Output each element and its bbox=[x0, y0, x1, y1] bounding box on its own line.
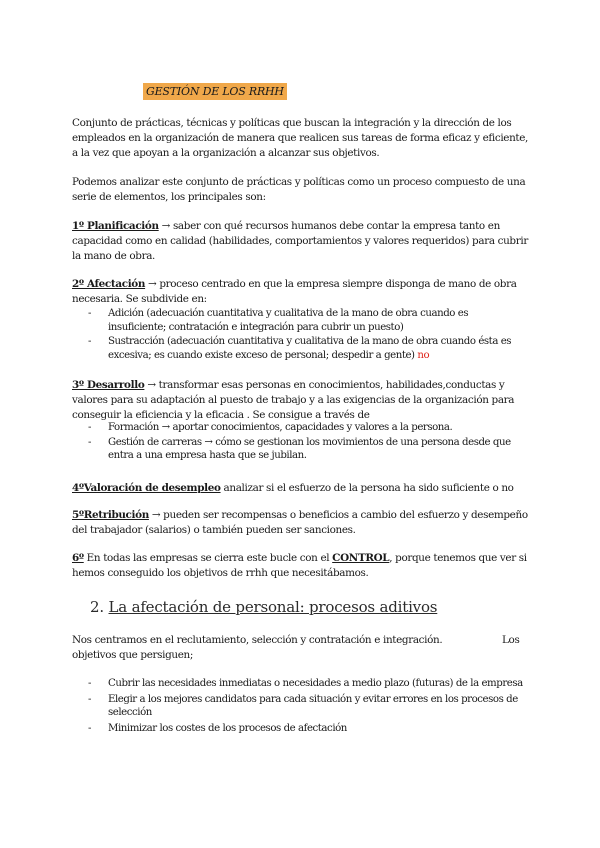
list-item: - Sustracción (adecuación cuantitativa y cualitativa de la mano de obra cuando ésta es excesiva; es cuando existe exceso de personal; despedir a gente) no bbox=[88, 336, 512, 361]
section-2-intro: Nos centramos en el reclutamiento, selección y contratación e integración. bbox=[72, 634, 443, 646]
desarrollo-label: 3º Desarrollo bbox=[72, 379, 145, 391]
valoracion-text: analizar si el esfuerzo de la persona ha sido suficiente o no bbox=[220, 482, 514, 494]
control-word: CONTROL bbox=[332, 552, 390, 564]
control-text-a: En todas las empresas se cierra este bucle con el bbox=[83, 552, 333, 564]
section-2-title: La afectación de personal: procesos aditivos bbox=[108, 598, 438, 616]
planificacion-text: → saber con qué recursos humanos debe contar la empresa tanto en capacidad como en calidad (habilidades, comportamientos y valores requeridos) para cubrir la mano de obra. bbox=[72, 220, 528, 262]
section-control bbox=[72, 551, 532, 581]
analysis-paragraph: Podemos analizar este conjunto de prácticas y políticas como un proceso compuesto de una serie de elementos, los principales son: bbox=[72, 176, 526, 203]
afectacion-list bbox=[88, 307, 528, 362]
list-item: - Elegir a los mejores candidatos para cada situación y evitar errores en los procesos de selección bbox=[88, 693, 518, 719]
list-item: - Formación → aportar conocimientos, capacidades y valores a la persona. bbox=[88, 422, 453, 433]
list-item: - Cubrir las necesidades inmediatas o necesidades a medio plazo (futuras) de la empresa bbox=[88, 678, 523, 689]
list-item-text: Minimizar los costes de los procesos de afectación bbox=[108, 722, 347, 734]
retribucion-label: 5ºRetribución bbox=[72, 509, 149, 521]
desarrollo-text: → transformar esas personas en conocimientos, habilidades,conductas y valores para su adaptación al puesto de trabajo y a las exigencias de la organización para conseguir la eficiencia y la eficacia . Se consigue a través de bbox=[72, 379, 515, 421]
section-2-intro-cont: objetivos que persiguen; bbox=[72, 649, 194, 661]
afectacion-label: 2º Afectación bbox=[72, 278, 146, 290]
valoracion-label: 4ºValoración de desempleo bbox=[72, 482, 221, 494]
planificacion-label: 1º Planificación bbox=[72, 220, 159, 232]
section-afectacion bbox=[72, 277, 532, 307]
page-title: GESTIÓN DE LOS RRHH bbox=[143, 83, 287, 100]
list-item: - Gestión de carreras → cómo se gestionan los movimientos de una persona desde que entra a una empresa hasta que se jubilan. bbox=[88, 436, 511, 462]
section-planificacion bbox=[72, 219, 532, 264]
list-item-text: Adición (adecuación cuantitativa y cualitativa de la mano de obra cuando es insuficiente; contratación e integración para cubrir un puesto) bbox=[108, 308, 469, 333]
section-desarrollo bbox=[72, 378, 532, 423]
list-item-text: Formación → aportar conocimientos, capacidades y valores a la persona. bbox=[108, 422, 453, 433]
list-item-text: Elegir a los mejores candidatos para cada situación y evitar errores en los procesos de selección bbox=[108, 693, 518, 719]
desarrollo-list bbox=[88, 421, 528, 463]
list-item-text: Cubrir las necesidades inmediatas o necesidades a medio plazo (futuras) de la empresa bbox=[108, 678, 523, 689]
list-item: - Adición (adecuación cuantitativa y cualitativa de la mano de obra cuando es insuficiente; contratación e integración para cubrir un puesto) bbox=[88, 308, 469, 333]
red-note: no bbox=[417, 349, 430, 361]
section-valoracion bbox=[72, 481, 532, 496]
intro-paragraph: Conjunto de prácticas, técnicas y políticas que buscan la integración y la dirección de los empleados en la organización de manera que realicen sus tareas de forma eficaz y eficiente, a la vez que apoyan a la organización a alcanzar sus objetivos. bbox=[72, 117, 529, 159]
section-retribucion bbox=[72, 508, 532, 538]
afectacion-text: → proceso centrado en que la empresa siempre disponga de mano de obra necesaria. Se subdivide en: bbox=[72, 278, 517, 305]
list-item: - Minimizar los costes de los procesos de afectación bbox=[88, 722, 347, 734]
retribucion-text: → pueden ser recompensas o beneficios a cambio del esfuerzo y desempeño del trabajador (salarios) o también pueden ser sanciones. bbox=[72, 509, 528, 536]
control-text-b: , porque tenemos que ver si hemos conseguido los objetivos de rrhh que necesitábamos. bbox=[72, 552, 527, 579]
section-2-number: 2. bbox=[90, 598, 104, 616]
list-item-text: Gestión de carreras → cómo se gestionan los movimientos de una persona desde que entra a una empresa hasta que se jubilan. bbox=[108, 436, 511, 462]
objectives-list bbox=[88, 677, 528, 735]
section-2-heading bbox=[90, 597, 437, 617]
section-2-intro-right: Los bbox=[502, 634, 520, 646]
control-label: 6º bbox=[72, 552, 84, 564]
list-item-text: Sustracción (adecuación cuantitativa y cualitativa de la mano de obra cuando ésta es excesiva; es cuando existe exceso de personal; despedir a gente) bbox=[108, 336, 512, 361]
